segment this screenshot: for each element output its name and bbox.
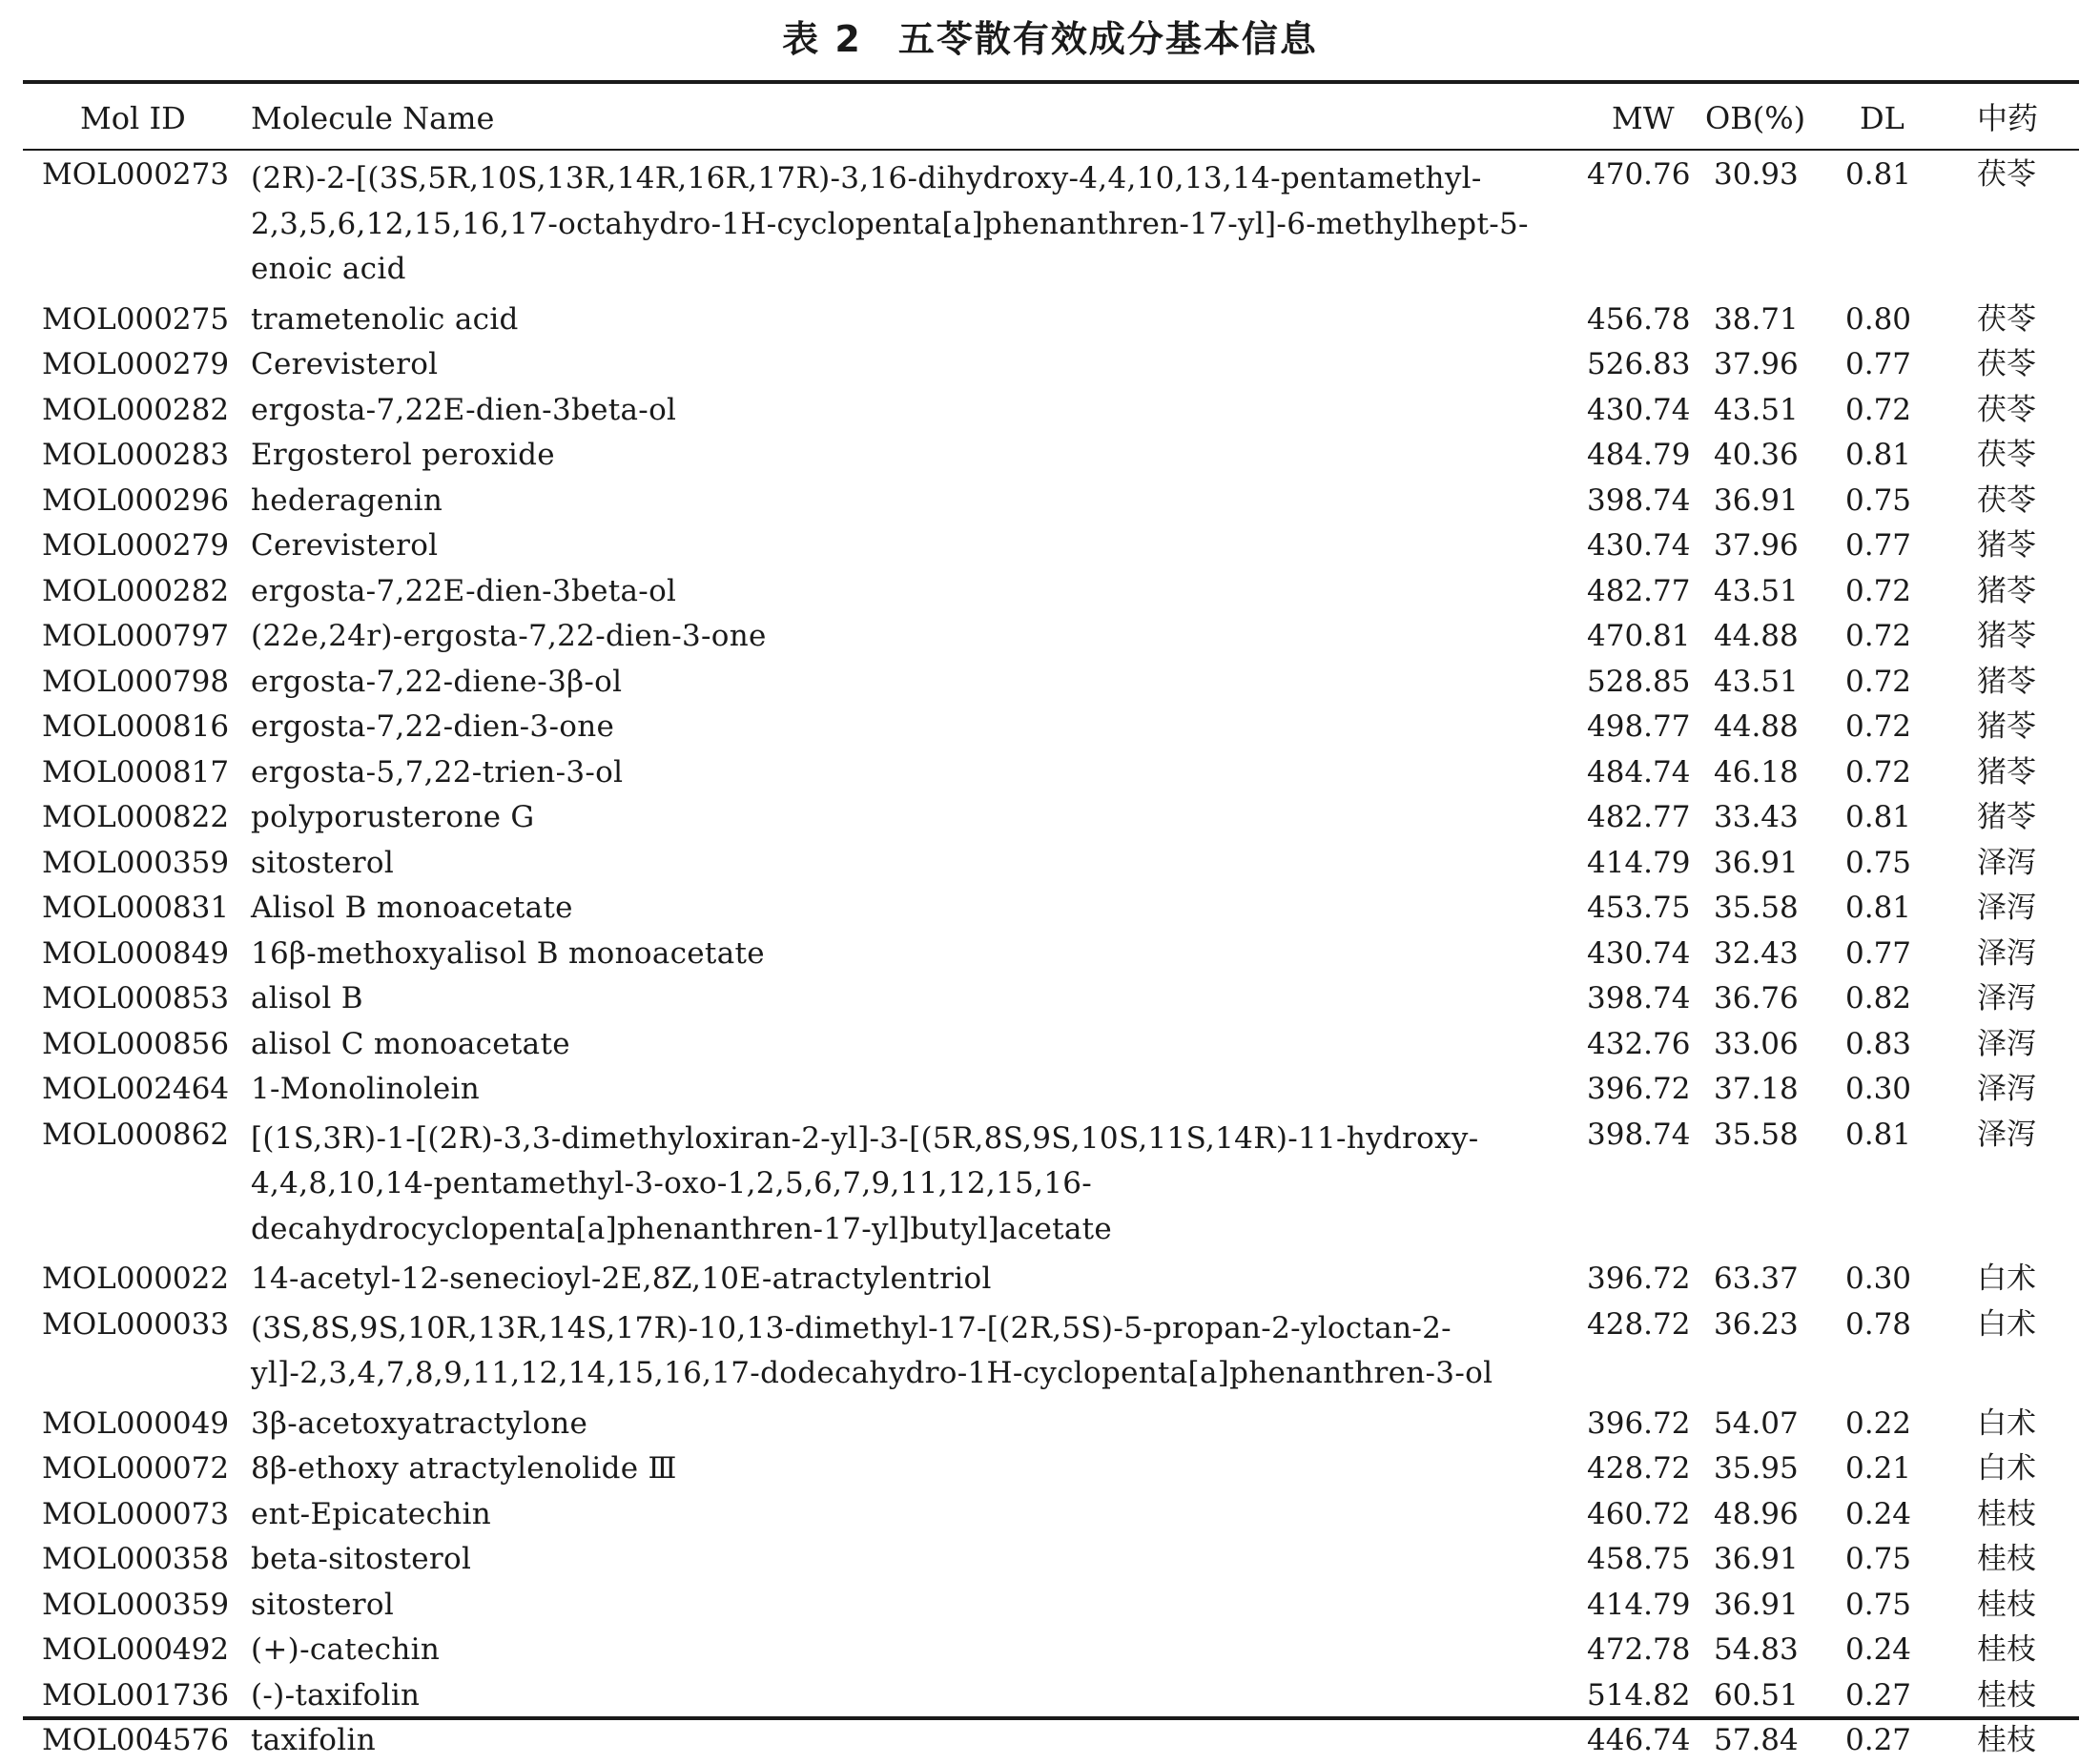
mw-cell: 470.81 <box>1587 619 1691 653</box>
herb-cell: 桂枝 <box>1977 1496 2036 1531</box>
molecule-name-cell: [(1S,3R)-1-[(2R)-3,3-dimethyloxiran-2-yl]-3-[(5R,8S,9S,10S,11S,14R)-11-hydroxy-4,4,8,10,14-pentamethyl-3-oxo-1,2,5,6,7,9,11,12,15,16-decahydrocyclopenta[a]phenanthren-17-yl]butyl]acetate <box>251 1120 1479 1246</box>
table-row <box>0 932 2100 977</box>
mol-id-cell: MOL004576 <box>42 1723 230 1757</box>
ob-cell: 43.51 <box>1714 664 1799 699</box>
mw-cell: 484.74 <box>1587 754 1691 790</box>
ob-cell: 30.93 <box>1714 157 1799 192</box>
dl-cell: 0.81 <box>1845 157 1912 192</box>
molecule-name-cell: sitosterol <box>251 845 395 880</box>
herb-cell: 猪苓 <box>1977 754 2036 790</box>
table-row <box>0 1446 2100 1492</box>
mol-id-cell: MOL000296 <box>42 482 230 518</box>
dl-cell: 0.81 <box>1845 800 1912 834</box>
herb-cell: 泽泻 <box>1977 935 2036 971</box>
herb-cell: 茯苓 <box>1977 347 2036 381</box>
dl-cell: 0.30 <box>1845 1261 1912 1296</box>
dl-cell: 0.72 <box>1845 619 1912 653</box>
mol-id-cell: MOL000816 <box>42 709 230 744</box>
herb-cell: 猪苓 <box>1977 573 2036 608</box>
header-dl: DL <box>1860 100 1904 136</box>
mw-cell: 498.77 <box>1587 709 1691 744</box>
dl-cell: 0.24 <box>1845 1496 1912 1531</box>
mw-cell: 456.78 <box>1587 301 1691 337</box>
herb-cell: 泽泻 <box>1977 891 2036 925</box>
mol-id-cell: MOL000282 <box>42 573 230 608</box>
molecule-name-cell: Alisol B monoacetate <box>251 891 573 925</box>
table-label: 表 2 <box>782 18 862 60</box>
mw-cell: 470.76 <box>1587 157 1691 192</box>
mw-cell: 526.83 <box>1587 347 1691 381</box>
molecule-name-cell: 16β-methoxyalisol B monoacetate <box>251 935 765 971</box>
ob-cell: 35.95 <box>1714 1451 1799 1486</box>
mol-id-cell: MOL000358 <box>42 1542 230 1576</box>
ob-cell: 33.43 <box>1714 800 1799 834</box>
molecule-name-cell: Cerevisterol <box>251 347 439 381</box>
mol-id-cell: MOL000049 <box>42 1405 230 1441</box>
mw-cell: 396.72 <box>1587 1072 1691 1106</box>
ob-cell: 43.51 <box>1714 392 1799 427</box>
mw-cell: 396.72 <box>1587 1405 1691 1441</box>
table-row <box>0 1673 2100 1719</box>
herb-cell: 泽泻 <box>1977 1026 2036 1061</box>
mol-id-cell: MOL000022 <box>42 1261 230 1296</box>
herb-cell: 泽泻 <box>1977 1072 2036 1106</box>
herb-cell: 猪苓 <box>1977 528 2036 563</box>
molecule-name-cell: (22e,24r)-ergosta-7,22-dien-3-one <box>251 619 767 653</box>
mol-id-cell: MOL000033 <box>42 1306 230 1342</box>
ob-cell: 40.36 <box>1714 438 1799 472</box>
dl-cell: 0.22 <box>1845 1405 1912 1441</box>
mw-cell: 414.79 <box>1587 1587 1691 1622</box>
herb-cell: 白术 <box>1977 1451 2036 1486</box>
ob-cell: 36.91 <box>1714 845 1799 880</box>
herb-cell: 桂枝 <box>1977 1677 2036 1713</box>
mw-cell: 398.74 <box>1587 981 1691 1015</box>
dl-cell: 0.24 <box>1845 1632 1912 1667</box>
dl-cell: 0.80 <box>1845 301 1912 337</box>
bottom-rule <box>23 1716 2079 1720</box>
ob-cell: 54.07 <box>1714 1405 1799 1441</box>
molecule-name-cell: ergosta-5,7,22-trien-3-ol <box>251 754 624 790</box>
mol-id-cell: MOL002464 <box>42 1072 230 1106</box>
mw-cell: 446.74 <box>1587 1723 1691 1757</box>
dl-cell: 0.72 <box>1845 392 1912 427</box>
table-row <box>0 1628 2100 1673</box>
dl-cell: 0.81 <box>1845 1117 1912 1152</box>
mw-cell: 430.74 <box>1587 392 1691 427</box>
header-ob: OB(%) <box>1705 100 1806 136</box>
ob-cell: 36.91 <box>1714 482 1799 518</box>
molecule-name-cell: trametenolic acid <box>251 301 519 337</box>
molecule-name-cell: (-)-taxifolin <box>251 1677 421 1713</box>
mol-id-cell: MOL000492 <box>42 1632 230 1667</box>
ob-cell: 57.84 <box>1714 1723 1799 1757</box>
mol-id-cell: MOL000359 <box>42 845 230 880</box>
mw-cell: 398.74 <box>1587 1117 1691 1152</box>
herb-cell: 茯苓 <box>1977 157 2036 192</box>
dl-cell: 0.75 <box>1845 1542 1912 1576</box>
dl-cell: 0.81 <box>1845 438 1912 472</box>
dl-cell: 0.72 <box>1845 754 1912 790</box>
molecule-name-cell: ent-Epicatechin <box>251 1496 491 1531</box>
ob-cell: 43.51 <box>1714 573 1799 608</box>
mol-id-cell: MOL000856 <box>42 1026 230 1061</box>
table-row <box>0 1302 2100 1402</box>
header-mol-id: Mol ID <box>80 100 186 136</box>
herb-cell: 白术 <box>1977 1306 2036 1342</box>
mw-cell: 398.74 <box>1587 482 1691 518</box>
table-row <box>0 1537 2100 1583</box>
table-row <box>0 1402 2100 1447</box>
dl-cell: 0.27 <box>1845 1677 1912 1713</box>
mw-cell: 458.75 <box>1587 1542 1691 1576</box>
dl-cell: 0.77 <box>1845 935 1912 971</box>
molecule-name-cell: ergosta-7,22-dien-3-one <box>251 709 615 744</box>
table-row <box>0 1718 2100 1764</box>
molecule-name-cell: 8β-ethoxy atractylenolide Ⅲ <box>251 1451 677 1486</box>
herb-cell: 茯苓 <box>1977 482 2036 518</box>
molecule-name-cell: sitosterol <box>251 1587 395 1622</box>
dl-cell: 0.83 <box>1845 1026 1912 1061</box>
herb-cell: 猪苓 <box>1977 664 2036 699</box>
table-row <box>0 614 2100 660</box>
molecule-name-cell: (+)-catechin <box>251 1632 441 1667</box>
ob-cell: 54.83 <box>1714 1632 1799 1667</box>
dl-cell: 0.75 <box>1845 482 1912 518</box>
ob-cell: 36.23 <box>1714 1306 1799 1342</box>
molecule-name-cell: 3β-acetoxyatractylone <box>251 1405 588 1441</box>
mw-cell: 514.82 <box>1587 1677 1691 1713</box>
ob-cell: 38.71 <box>1714 301 1799 337</box>
ob-cell: 36.76 <box>1714 981 1799 1015</box>
mol-id-cell: MOL000279 <box>42 528 230 563</box>
molecule-name-cell: ergosta-7,22E-dien-3beta-ol <box>251 392 677 427</box>
header-mw: MW <box>1612 100 1675 136</box>
dl-cell: 0.21 <box>1845 1451 1912 1486</box>
mol-id-cell: MOL000273 <box>42 157 230 192</box>
table-row <box>0 1113 2100 1258</box>
herb-cell: 白术 <box>1977 1405 2036 1441</box>
table-row <box>0 153 2100 297</box>
dl-cell: 0.72 <box>1845 664 1912 699</box>
ob-cell: 60.51 <box>1714 1677 1799 1713</box>
molecule-name-cell: (2R)-2-[(3S,5R,10S,13R,14R,16R,17R)-3,16-dihydroxy-4,4,10,13,14-pentamethyl-2,3,5,6,12,15,16,17-octahydro-1H-cyclopenta[a]phenanthren-17-yl]-6-methylhept-5-enoic acid <box>251 161 1529 286</box>
ob-cell: 36.91 <box>1714 1587 1799 1622</box>
herb-cell: 桂枝 <box>1977 1723 2036 1757</box>
table-body <box>0 153 2100 1764</box>
table-row <box>0 523 2100 569</box>
table-row <box>0 705 2100 750</box>
table-row <box>0 795 2100 841</box>
herb-cell: 桂枝 <box>1977 1632 2036 1667</box>
mw-cell: 460.72 <box>1587 1496 1691 1531</box>
table-row <box>0 1022 2100 1068</box>
molecule-name-cell: ergosta-7,22E-dien-3beta-ol <box>251 573 677 608</box>
top-rule <box>23 80 2079 84</box>
molecule-name-cell: beta-sitosterol <box>251 1542 472 1576</box>
mol-id-cell: MOL001736 <box>42 1677 230 1713</box>
herb-cell: 猪苓 <box>1977 619 2036 653</box>
table-row <box>0 841 2100 887</box>
mw-cell: 430.74 <box>1587 528 1691 563</box>
ob-cell: 44.88 <box>1714 619 1799 653</box>
mol-id-cell: MOL000817 <box>42 754 230 790</box>
mol-id-cell: MOL000283 <box>42 438 230 472</box>
dl-cell: 0.77 <box>1845 347 1912 381</box>
herb-cell: 茯苓 <box>1977 301 2036 337</box>
mol-id-cell: MOL000822 <box>42 800 230 834</box>
table-row <box>0 1492 2100 1538</box>
mw-cell: 482.77 <box>1587 573 1691 608</box>
herb-cell: 猪苓 <box>1977 709 2036 744</box>
mw-cell: 528.85 <box>1587 664 1691 699</box>
herb-cell: 桂枝 <box>1977 1587 2036 1622</box>
molecule-name-cell: hederagenin <box>251 482 443 518</box>
header-molecule-name: Molecule Name <box>251 100 495 136</box>
herb-cell: 泽泻 <box>1977 1117 2036 1152</box>
dl-cell: 0.27 <box>1845 1723 1912 1757</box>
table-caption: 五苓散有效成分基本信息 <box>897 18 1318 60</box>
ob-cell: 33.06 <box>1714 1026 1799 1061</box>
ob-cell: 63.37 <box>1714 1261 1799 1296</box>
table-row <box>0 750 2100 796</box>
ob-cell: 37.96 <box>1714 347 1799 381</box>
herb-cell: 泽泻 <box>1977 981 2036 1015</box>
table-row <box>0 976 2100 1022</box>
mw-cell: 430.74 <box>1587 935 1691 971</box>
mw-cell: 414.79 <box>1587 845 1691 880</box>
molecule-name-cell: (3S,8S,9S,10R,13R,14S,17R)-10,13-dimethyl-17-[(2R,5S)-5-propan-2-yloctan-2-yl]-2,3,4,7,8,9,11,12,14,15,16,17-dodecahydro-1H-cyclopenta[a]phenanthren-3-ol <box>251 1310 1493 1390</box>
dl-cell: 0.75 <box>1845 1587 1912 1622</box>
ob-cell: 44.88 <box>1714 709 1799 744</box>
ob-cell: 32.43 <box>1714 935 1799 971</box>
mw-cell: 396.72 <box>1587 1261 1691 1296</box>
mw-cell: 482.77 <box>1587 800 1691 834</box>
molecule-name-cell: polyporusterone G <box>251 800 535 834</box>
ob-cell: 48.96 <box>1714 1496 1799 1531</box>
table-row <box>0 660 2100 706</box>
header-herb: 中药 <box>1977 100 2039 136</box>
molecule-name-cell: 1-Monolinolein <box>251 1072 481 1106</box>
molecule-name-cell: alisol B <box>251 981 363 1015</box>
ob-cell: 46.18 <box>1714 754 1799 790</box>
dl-cell: 0.30 <box>1845 1072 1912 1106</box>
molecule-name-cell: Cerevisterol <box>251 528 439 563</box>
herb-cell: 猪苓 <box>1977 800 2036 834</box>
mol-id-cell: MOL000279 <box>42 347 230 381</box>
mw-cell: 472.78 <box>1587 1632 1691 1667</box>
mw-cell: 428.72 <box>1587 1306 1691 1342</box>
mol-id-cell: MOL000831 <box>42 891 230 925</box>
mol-id-cell: MOL000073 <box>42 1496 230 1531</box>
mw-cell: 428.72 <box>1587 1451 1691 1486</box>
table-row <box>0 1583 2100 1629</box>
mol-id-cell: MOL000359 <box>42 1587 230 1622</box>
mol-id-cell: MOL000862 <box>42 1117 230 1152</box>
herb-cell: 白术 <box>1977 1261 2036 1296</box>
dl-cell: 0.75 <box>1845 845 1912 880</box>
mol-id-cell: MOL000798 <box>42 664 230 699</box>
mol-id-cell: MOL000849 <box>42 935 230 971</box>
herb-cell: 泽泻 <box>1977 845 2036 880</box>
mol-id-cell: MOL000282 <box>42 392 230 427</box>
table-row <box>0 1257 2100 1302</box>
mol-id-cell: MOL000797 <box>42 619 230 653</box>
molecule-name-cell: 14-acetyl-12-senecioyl-2E,8Z,10E-atractylentriol <box>251 1261 992 1296</box>
mol-id-cell: MOL000853 <box>42 981 230 1015</box>
dl-cell: 0.72 <box>1845 709 1912 744</box>
dl-cell: 0.81 <box>1845 891 1912 925</box>
ob-cell: 35.58 <box>1714 1117 1799 1152</box>
mw-cell: 484.79 <box>1587 438 1691 472</box>
header-rule <box>23 149 2079 151</box>
table-row <box>0 1067 2100 1113</box>
ob-cell: 37.96 <box>1714 528 1799 563</box>
ob-cell: 35.58 <box>1714 891 1799 925</box>
ob-cell: 36.91 <box>1714 1542 1799 1576</box>
ob-cell: 37.18 <box>1714 1072 1799 1106</box>
dl-cell: 0.82 <box>1845 981 1912 1015</box>
herb-cell: 茯苓 <box>1977 438 2036 472</box>
table-row <box>0 342 2100 388</box>
dl-cell: 0.78 <box>1845 1306 1912 1342</box>
molecule-name-cell: taxifolin <box>251 1723 376 1757</box>
mol-id-cell: MOL000275 <box>42 301 230 337</box>
dl-cell: 0.72 <box>1845 573 1912 608</box>
mw-cell: 432.76 <box>1587 1026 1691 1061</box>
table-row <box>0 297 2100 343</box>
herb-cell: 桂枝 <box>1977 1542 2036 1576</box>
table-title <box>0 13 2100 65</box>
molecule-name-cell: alisol C monoacetate <box>251 1026 570 1061</box>
table-row <box>0 433 2100 479</box>
dl-cell: 0.77 <box>1845 528 1912 563</box>
table-row <box>0 886 2100 932</box>
molecule-name-cell: Ergosterol peroxide <box>251 438 555 472</box>
table-row <box>0 479 2100 524</box>
molecule-name-cell: ergosta-7,22-diene-3β-ol <box>251 664 623 699</box>
table-row <box>0 388 2100 434</box>
table-header <box>0 92 2100 145</box>
mw-cell: 453.75 <box>1587 891 1691 925</box>
herb-cell: 茯苓 <box>1977 392 2036 427</box>
table-row <box>0 569 2100 615</box>
mol-id-cell: MOL000072 <box>42 1451 230 1486</box>
